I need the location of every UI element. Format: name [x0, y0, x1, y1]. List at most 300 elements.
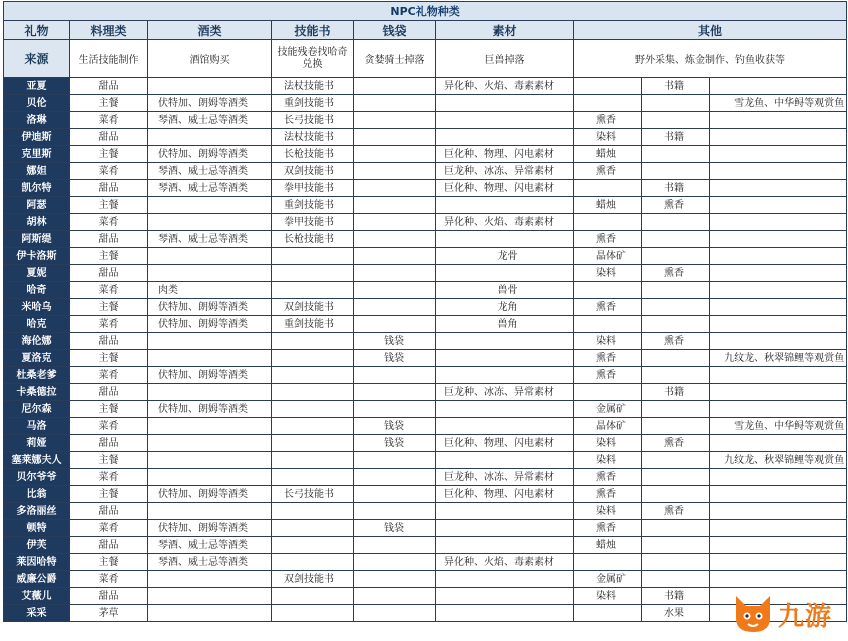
- other-cell: [642, 469, 710, 486]
- other-cell: [710, 571, 847, 588]
- wine-cell: 琴酒、威士忌等酒类: [148, 163, 272, 180]
- other-cell: [710, 316, 847, 333]
- header-material: 素材: [436, 21, 574, 40]
- material-cell: [436, 588, 574, 605]
- skillbook-cell: [272, 435, 354, 452]
- cooking-cell: 主餐: [70, 95, 148, 112]
- table-row: [4, 537, 847, 554]
- table-row: [4, 197, 847, 214]
- material-cell: [436, 265, 574, 282]
- header-wine: 酒类: [148, 21, 272, 40]
- table-row: [4, 384, 847, 401]
- npc-name: 塞莱娜夫人: [4, 452, 70, 469]
- fox-mascot-icon: [730, 592, 776, 636]
- skillbook-cell: [272, 520, 354, 537]
- table-row: [4, 248, 847, 265]
- other-cell: 书籍: [642, 588, 710, 605]
- skillbook-cell: 拳甲技能书: [272, 214, 354, 231]
- table-row: [4, 401, 847, 418]
- skillbook-cell: [272, 452, 354, 469]
- other-cell: [710, 112, 847, 129]
- material-cell: [436, 95, 574, 112]
- table-row: [4, 163, 847, 180]
- header-gift: 礼物: [4, 21, 70, 40]
- table-row: [4, 299, 847, 316]
- npc-name: 亚夏: [4, 78, 70, 95]
- other-cell: [710, 554, 847, 571]
- other-cell: [574, 180, 642, 197]
- source-material: 巨兽掉落: [436, 40, 574, 78]
- wine-cell: [148, 469, 272, 486]
- other-cell: [642, 146, 710, 163]
- other-cell: [642, 95, 710, 112]
- other-cell: [710, 78, 847, 95]
- table-row: [4, 282, 847, 299]
- other-cell: [642, 214, 710, 231]
- header-cooking: 料理类: [70, 21, 148, 40]
- npc-name: 威廉公爵: [4, 571, 70, 588]
- other-cell: [710, 180, 847, 197]
- purse-cell: [354, 299, 436, 316]
- wine-cell: [148, 588, 272, 605]
- skillbook-cell: 长弓技能书: [272, 112, 354, 129]
- material-cell: [436, 452, 574, 469]
- other-cell: [574, 95, 642, 112]
- table-row: [4, 588, 847, 605]
- cooking-cell: 主餐: [70, 197, 148, 214]
- npc-name: 哈克: [4, 316, 70, 333]
- wine-cell: [148, 384, 272, 401]
- skillbook-cell: [272, 588, 354, 605]
- other-cell: [642, 299, 710, 316]
- table-title: NPC礼物种类: [4, 2, 847, 21]
- material-cell: [436, 129, 574, 146]
- purse-cell: [354, 452, 436, 469]
- npc-name: 艾薇儿: [4, 588, 70, 605]
- wine-cell: [148, 265, 272, 282]
- npc-name: 娜妲: [4, 163, 70, 180]
- other-cell: [642, 554, 710, 571]
- purse-cell: 钱袋: [354, 333, 436, 350]
- other-cell: 熏香: [574, 350, 642, 367]
- material-cell: 巨化种、物理、闪电素材: [436, 180, 574, 197]
- cooking-cell: 甜品: [70, 384, 148, 401]
- cooking-cell: 菜肴: [70, 163, 148, 180]
- skillbook-cell: [272, 537, 354, 554]
- table-row: [4, 180, 847, 197]
- skillbook-cell: 长弓技能书: [272, 486, 354, 503]
- skillbook-cell: [272, 469, 354, 486]
- purse-cell: [354, 503, 436, 520]
- skillbook-cell: [272, 248, 354, 265]
- skillbook-cell: [272, 367, 354, 384]
- skillbook-cell: 双剑技能书: [272, 571, 354, 588]
- material-cell: 巨化种、物理、闪电素材: [436, 486, 574, 503]
- other-cell: [642, 537, 710, 554]
- other-cell: 熏香: [574, 231, 642, 248]
- other-cell: 熏香: [642, 333, 710, 350]
- npc-name: 夏妮: [4, 265, 70, 282]
- npc-name: 伊芙: [4, 537, 70, 554]
- material-cell: [436, 520, 574, 537]
- npc-name: 凯尔特: [4, 180, 70, 197]
- cooking-cell: 主餐: [70, 248, 148, 265]
- cooking-cell: 甜品: [70, 129, 148, 146]
- wine-cell: 伏特加、朗姆等酒类: [148, 95, 272, 112]
- other-cell: [574, 282, 642, 299]
- wine-cell: [148, 129, 272, 146]
- cooking-cell: 甜品: [70, 537, 148, 554]
- other-cell: [710, 520, 847, 537]
- other-cell: 金属矿: [574, 401, 642, 418]
- other-cell: [642, 418, 710, 435]
- other-cell: 染料: [574, 129, 642, 146]
- material-cell: 龙角: [436, 299, 574, 316]
- table-row: [4, 452, 847, 469]
- npc-name: 马洛: [4, 418, 70, 435]
- other-cell: 水果: [642, 605, 710, 622]
- purse-cell: [354, 401, 436, 418]
- wine-cell: [148, 435, 272, 452]
- other-cell: [710, 129, 847, 146]
- other-cell: 染料: [574, 588, 642, 605]
- npc-name: 莉娅: [4, 435, 70, 452]
- other-cell: [642, 401, 710, 418]
- table-body: [4, 78, 847, 622]
- other-cell: [574, 384, 642, 401]
- purse-cell: [354, 129, 436, 146]
- purse-cell: [354, 180, 436, 197]
- purse-cell: [354, 282, 436, 299]
- other-cell: [710, 435, 847, 452]
- purse-cell: [354, 248, 436, 265]
- purse-cell: [354, 95, 436, 112]
- source-label: 来源: [4, 40, 70, 78]
- other-cell: 熏香: [574, 163, 642, 180]
- other-cell: [710, 299, 847, 316]
- wine-cell: [148, 333, 272, 350]
- cooking-cell: 主餐: [70, 486, 148, 503]
- skillbook-cell: [272, 265, 354, 282]
- other-cell: [574, 605, 642, 622]
- skillbook-cell: [272, 282, 354, 299]
- skillbook-cell: [272, 554, 354, 571]
- material-cell: [436, 571, 574, 588]
- skillbook-cell: [272, 418, 354, 435]
- purse-cell: [354, 265, 436, 282]
- other-cell: [642, 571, 710, 588]
- other-cell: [642, 520, 710, 537]
- other-cell: 熏香: [574, 112, 642, 129]
- table-row: [4, 350, 847, 367]
- table-row: [4, 265, 847, 282]
- other-cell: 书籍: [642, 78, 710, 95]
- purse-cell: [354, 554, 436, 571]
- table-row: [4, 571, 847, 588]
- wine-cell: 伏特加、朗姆等酒类: [148, 316, 272, 333]
- purse-cell: [354, 112, 436, 129]
- wine-cell: [148, 418, 272, 435]
- table-row: [4, 78, 847, 95]
- npc-name: 阿斯缇: [4, 231, 70, 248]
- purse-cell: [354, 163, 436, 180]
- material-cell: [436, 537, 574, 554]
- wine-cell: [148, 248, 272, 265]
- npc-name: 比翁: [4, 486, 70, 503]
- other-cell: 熏香: [574, 367, 642, 384]
- other-cell: [710, 282, 847, 299]
- npc-name: 莱因哈特: [4, 554, 70, 571]
- other-cell: 晶体矿: [574, 418, 642, 435]
- wine-cell: [148, 605, 272, 622]
- wine-cell: 琴酒、威士忌等酒类: [148, 231, 272, 248]
- header-other: 其他: [574, 21, 847, 40]
- material-cell: 巨龙种、冰冻、异常素材: [436, 163, 574, 180]
- other-cell: 书籍: [642, 180, 710, 197]
- skillbook-cell: 双剑技能书: [272, 163, 354, 180]
- wine-cell: [148, 503, 272, 520]
- npc-name: 胡林: [4, 214, 70, 231]
- source-wine: 酒馆购买: [148, 40, 272, 78]
- table-row: [4, 418, 847, 435]
- other-cell: [710, 333, 847, 350]
- cooking-cell: 甜品: [70, 435, 148, 452]
- material-cell: 兽角: [436, 316, 574, 333]
- other-cell: [710, 503, 847, 520]
- other-cell: [642, 112, 710, 129]
- other-cell: 蜡烛: [574, 146, 642, 163]
- other-cell: [642, 486, 710, 503]
- wine-cell: 伏特加、朗姆等酒类: [148, 486, 272, 503]
- table-row: [4, 605, 847, 622]
- other-cell: [642, 282, 710, 299]
- other-cell: [710, 486, 847, 503]
- other-cell: 染料: [574, 503, 642, 520]
- other-cell: [574, 78, 642, 95]
- purse-cell: [354, 571, 436, 588]
- cooking-cell: 菜肴: [70, 316, 148, 333]
- other-cell: [710, 146, 847, 163]
- wine-cell: 伏特加、朗姆等酒类: [148, 520, 272, 537]
- other-cell: 熏香: [574, 469, 642, 486]
- skillbook-cell: [272, 503, 354, 520]
- table-row: [4, 316, 847, 333]
- table-row: [4, 146, 847, 163]
- other-cell: 熏香: [574, 486, 642, 503]
- purse-cell: [354, 78, 436, 95]
- other-cell: 书籍: [642, 129, 710, 146]
- npc-name: 海伦娜: [4, 333, 70, 350]
- table-row: [4, 520, 847, 537]
- purse-cell: 钱袋: [354, 418, 436, 435]
- wine-cell: 伏特加、朗姆等酒类: [148, 401, 272, 418]
- purse-cell: 钱袋: [354, 435, 436, 452]
- material-cell: 异化种、火焰、毒素素材: [436, 214, 574, 231]
- purse-cell: 钱袋: [354, 350, 436, 367]
- npc-name: 哈奇: [4, 282, 70, 299]
- other-cell: [710, 197, 847, 214]
- purse-cell: [354, 384, 436, 401]
- material-cell: 巨化种、物理、闪电素材: [436, 435, 574, 452]
- other-cell: 熏香: [642, 265, 710, 282]
- skillbook-cell: [272, 401, 354, 418]
- cooking-cell: 甜品: [70, 231, 148, 248]
- other-cell: 晶体矿: [574, 248, 642, 265]
- other-cell: [710, 401, 847, 418]
- other-cell: 熏香: [642, 435, 710, 452]
- other-cell: [710, 248, 847, 265]
- skillbook-cell: [272, 350, 354, 367]
- material-cell: [436, 333, 574, 350]
- other-cell: [642, 231, 710, 248]
- skillbook-cell: 重剑技能书: [272, 197, 354, 214]
- other-cell: [710, 469, 847, 486]
- wine-cell: 琴酒、威士忌等酒类: [148, 180, 272, 197]
- wine-cell: [148, 78, 272, 95]
- table-row: [4, 435, 847, 452]
- cooking-cell: 甜品: [70, 503, 148, 520]
- material-cell: [436, 197, 574, 214]
- material-cell: [436, 350, 574, 367]
- wine-cell: 伏特加、朗姆等酒类: [148, 299, 272, 316]
- material-cell: [436, 418, 574, 435]
- npc-name: 贝尔爷爷: [4, 469, 70, 486]
- other-cell: [574, 554, 642, 571]
- other-cell: [642, 367, 710, 384]
- table-row: [4, 554, 847, 571]
- other-cell: [574, 316, 642, 333]
- cooking-cell: 主餐: [70, 452, 148, 469]
- other-cell: [710, 265, 847, 282]
- source-cooking: 生活技能制作: [70, 40, 148, 78]
- material-cell: 巨化种、物理、闪电素材: [436, 146, 574, 163]
- table-row: [4, 486, 847, 503]
- skillbook-cell: 长枪技能书: [272, 146, 354, 163]
- npc-name: 克里斯: [4, 146, 70, 163]
- other-cell: 熏香: [574, 299, 642, 316]
- npc-name: 贝伦: [4, 95, 70, 112]
- wine-cell: 琴酒、威士忌等酒类: [148, 554, 272, 571]
- material-cell: [436, 605, 574, 622]
- cooking-cell: 主餐: [70, 554, 148, 571]
- wine-cell: 琴酒、威士忌等酒类: [148, 112, 272, 129]
- npc-name: 多洛丽丝: [4, 503, 70, 520]
- skillbook-cell: [272, 384, 354, 401]
- skillbook-cell: 重剑技能书: [272, 95, 354, 112]
- material-cell: [436, 503, 574, 520]
- purse-cell: [354, 486, 436, 503]
- table-row: [4, 333, 847, 350]
- cooking-cell: 主餐: [70, 299, 148, 316]
- cooking-cell: 菜肴: [70, 469, 148, 486]
- cooking-cell: 主餐: [70, 401, 148, 418]
- material-cell: [436, 231, 574, 248]
- cooking-cell: 甜品: [70, 265, 148, 282]
- watermark-text: 九游: [778, 602, 833, 632]
- npc-name: 采采: [4, 605, 70, 622]
- purse-cell: [354, 197, 436, 214]
- purse-cell: [354, 214, 436, 231]
- other-cell: [710, 214, 847, 231]
- wine-cell: 琴酒、威士忌等酒类: [148, 537, 272, 554]
- purse-cell: [354, 605, 436, 622]
- skillbook-cell: [272, 333, 354, 350]
- source-skillbook: 技能残卷找哈奇兑换: [272, 40, 354, 78]
- npc-name: 伊卡洛斯: [4, 248, 70, 265]
- cooking-cell: 菜肴: [70, 214, 148, 231]
- cooking-cell: 菜肴: [70, 418, 148, 435]
- npc-name: 米哈乌: [4, 299, 70, 316]
- other-cell: 书籍: [642, 384, 710, 401]
- table-row: [4, 112, 847, 129]
- wine-cell: 伏特加、朗姆等酒类: [148, 146, 272, 163]
- npc-name: 夏洛克: [4, 350, 70, 367]
- wine-cell: 肉类: [148, 282, 272, 299]
- other-cell: [642, 248, 710, 265]
- cooking-cell: 主餐: [70, 350, 148, 367]
- source-purse: 贪婪骑士掉落: [354, 40, 436, 78]
- cooking-cell: 菜肴: [70, 367, 148, 384]
- cooking-cell: 茅草: [70, 605, 148, 622]
- other-cell: 九纹龙、秋翠锦鲤等观赏鱼: [710, 350, 847, 367]
- other-cell: [642, 163, 710, 180]
- cooking-cell: 甜品: [70, 588, 148, 605]
- purse-cell: [354, 231, 436, 248]
- skillbook-cell: 重剑技能书: [272, 316, 354, 333]
- npc-name: 顿特: [4, 520, 70, 537]
- purse-cell: [354, 367, 436, 384]
- cooking-cell: 甜品: [70, 333, 148, 350]
- other-cell: 蜡烛: [574, 197, 642, 214]
- table-row: [4, 503, 847, 520]
- wine-cell: [148, 197, 272, 214]
- source-other: 野外采集、炼金制作、钓鱼收获等: [574, 40, 847, 78]
- purse-cell: [354, 469, 436, 486]
- other-cell: 熏香: [642, 503, 710, 520]
- wine-cell: [148, 214, 272, 231]
- material-cell: 巨龙种、冰冻、异常素材: [436, 469, 574, 486]
- purse-cell: [354, 537, 436, 554]
- jiuyou-logo: [730, 592, 842, 636]
- cooking-cell: 主餐: [70, 146, 148, 163]
- cooking-cell: 菜肴: [70, 112, 148, 129]
- material-cell: 异化种、火焰、毒素素材: [436, 554, 574, 571]
- skillbook-cell: [272, 605, 354, 622]
- skillbook-cell: 法杖技能书: [272, 129, 354, 146]
- other-cell: [710, 163, 847, 180]
- material-cell: 巨龙种、冰冻、异常素材: [436, 384, 574, 401]
- table-row: [4, 95, 847, 112]
- npc-name: 阿瑟: [4, 197, 70, 214]
- header-skillbook: 技能书: [272, 21, 354, 40]
- material-cell: [436, 367, 574, 384]
- other-cell: [710, 367, 847, 384]
- other-cell: [642, 316, 710, 333]
- npc-name: 卡桑德拉: [4, 384, 70, 401]
- header-purse: 钱袋: [354, 21, 436, 40]
- other-cell: 九纹龙、秋翠锦鲤等观赏鱼: [710, 452, 847, 469]
- table-row: [4, 214, 847, 231]
- table-row: [4, 129, 847, 146]
- other-cell: 染料: [574, 265, 642, 282]
- table-row: [4, 469, 847, 486]
- other-cell: 蜡烛: [574, 537, 642, 554]
- material-cell: 兽骨: [436, 282, 574, 299]
- skillbook-cell: 长枪技能书: [272, 231, 354, 248]
- other-cell: [642, 452, 710, 469]
- wine-cell: [148, 571, 272, 588]
- skillbook-cell: 双剑技能书: [272, 299, 354, 316]
